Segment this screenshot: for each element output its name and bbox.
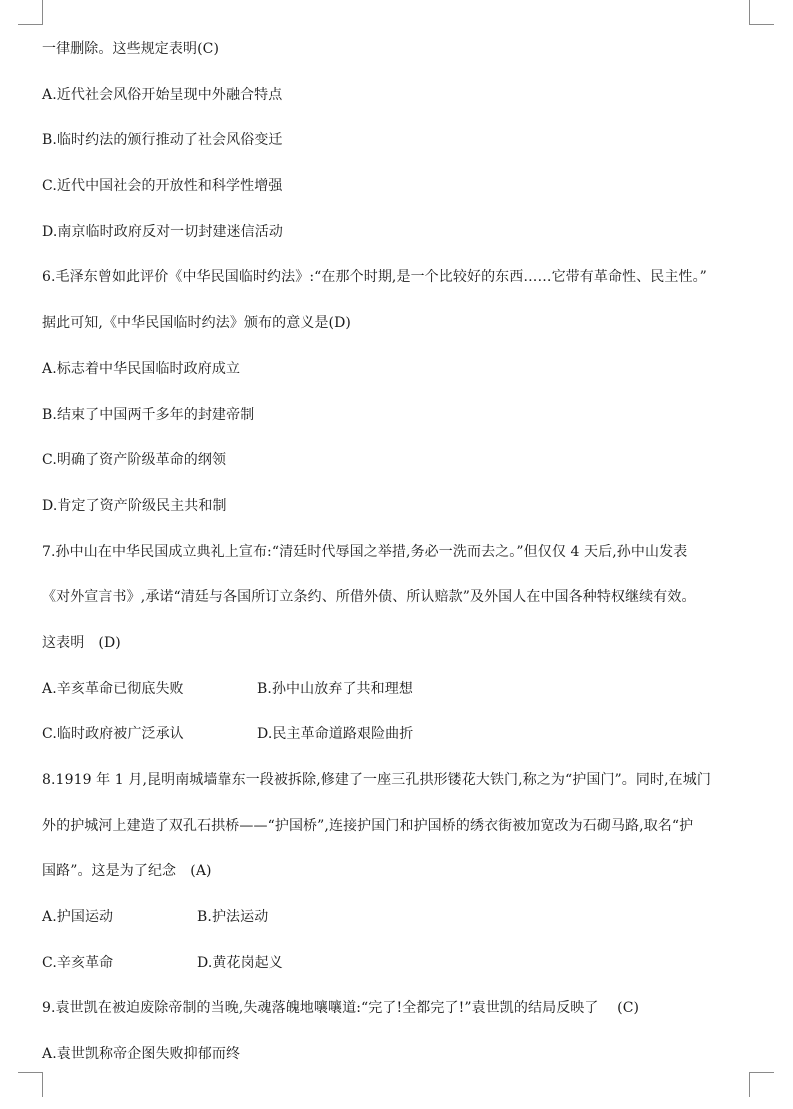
q5-option-b: B.临时约法的颁行推动了社会风俗变迁	[42, 132, 283, 149]
q7-option-a: A.辛亥革命已彻底失败	[42, 680, 184, 697]
q5-option-a: A.近代社会风俗开始呈现中外融合特点	[42, 86, 283, 103]
q8-option-a: A.护国运动	[42, 909, 114, 926]
q6-option-c: C.明确了资产阶级革命的纲领	[42, 452, 227, 469]
q6-option-d: D.肯定了资产阶级民主共和制	[42, 497, 227, 514]
q8-options-row-2	[42, 950, 757, 976]
q7-options-row-2	[42, 721, 757, 747]
q8-option-d: D.黄花岗起义	[197, 954, 283, 971]
q6-stem-line-2: 据此可知,《中华民国临时约法》颁布的意义是(D)	[42, 315, 351, 332]
q9-option-a: A.袁世凯称帝企图失败抑郁而终	[42, 1046, 241, 1063]
q6-option-b: B.结束了中国两千多年的封建帝制	[42, 406, 255, 423]
q9-stem: 9.袁世凯在被迫废除帝制的当晚,失魂落魄地嚷嚷道:“完了!全都完了!”袁世凯的结局反映了 (C)	[42, 1000, 640, 1017]
crop-mark-top-right	[749, 0, 774, 25]
document-body	[42, 36, 757, 1087]
q7-option-d: D.民主革命道路艰险曲折	[257, 726, 414, 743]
q7-stem-line-2: 《对外宣言书》,承诺“清廷与各国所订立条约、所借外债、所认赔款”及外国人在中国各种特权继续有效。	[42, 589, 696, 606]
q8-option-c: C.辛亥革命	[42, 954, 114, 971]
crop-mark-bottom-left	[18, 1072, 43, 1097]
crop-mark-top-left	[18, 0, 43, 25]
q6-option-a: A.标志着中华民国临时政府成立	[42, 360, 241, 377]
q6-stem-line-1: 6.毛泽东曾如此评价《中华民国临时约法》:“在那个时期,是一个比较好的东西……它带有革命性、民主性。”	[42, 269, 707, 286]
q7-option-c: C.临时政府被广泛承认	[42, 726, 184, 743]
q8-stem-line-2: 外的护城河上建造了双孔石拱桥——“护国桥”,连接护国门和护国桥的绣衣街被加宽改为石砌马路,取名“护	[42, 817, 694, 834]
q5-option-c: C.近代中国社会的开放性和科学性增强	[42, 178, 283, 195]
q7-options-row-1	[42, 676, 757, 702]
q8-options-row-1	[42, 904, 757, 930]
q7-stem-line-3: 这表明 (D)	[42, 634, 121, 651]
q7-stem-line-1: 7.孙中山在中华民国成立典礼上宣布:“清廷时代辱国之举措,务必一洗而去之。”但仅仅 4 天后,孙中山发表	[42, 543, 688, 560]
q7-option-b: B.孙中山放弃了共和理想	[257, 680, 413, 697]
q5-option-d: D.南京临时政府反对一切封建迷信活动	[42, 223, 283, 240]
q5-stem-tail: 一律删除。这些规定表明(C)	[42, 41, 220, 57]
q8-option-b: B.护法运动	[197, 909, 269, 926]
q8-stem-line-3: 国路”。这是为了纪念 (A)	[42, 863, 212, 880]
q8-stem-line-1: 8.1919 年 1 月,昆明南城墙靠东一段被拆除,修建了一座三孔拱形镂花大铁门,称之为“护国门”。同时,在城门	[42, 772, 711, 788]
